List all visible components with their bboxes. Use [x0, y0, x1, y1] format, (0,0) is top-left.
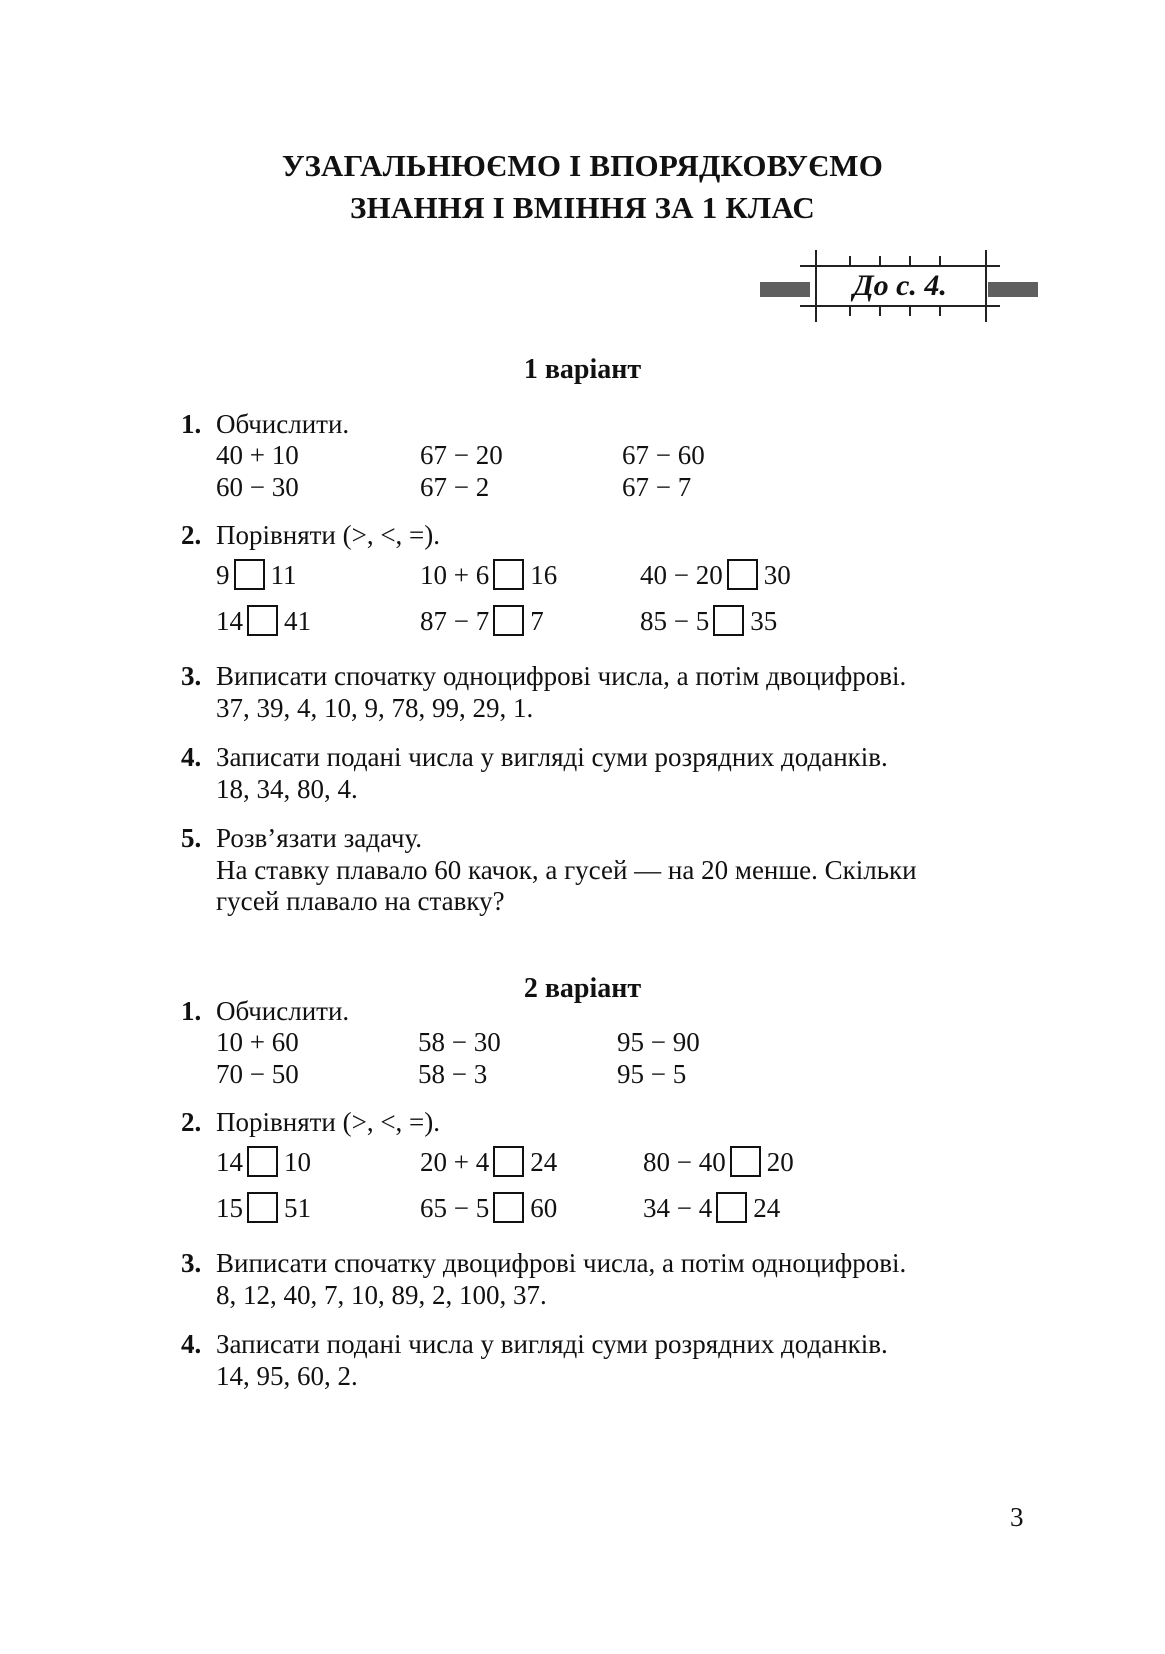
v2-task1-expr: 95 − 90: [617, 1027, 700, 1057]
v2-task1-number: 1.: [181, 996, 202, 1026]
v2-task1-expr: 70 − 50: [216, 1059, 299, 1089]
variant-1-heading: 1 варіант: [523, 354, 642, 385]
v2-task3-number: 3.: [181, 1248, 202, 1278]
comparison-right: 16: [530, 560, 558, 590]
v2-task4-numbers: 14, 95, 60, 2.: [216, 1361, 358, 1391]
v1-task3-number: 3.: [181, 661, 202, 691]
v2-task2-instruction: Порівняти (>, <, =).: [216, 1107, 441, 1137]
comparison-right: 24: [530, 1147, 558, 1177]
comparison-left: 10 + 6: [420, 560, 490, 590]
comparison-right: 41: [284, 606, 311, 636]
answer-box[interactable]: [727, 559, 758, 590]
comparison-right: 20: [766, 1147, 794, 1177]
answer-box[interactable]: [493, 605, 524, 636]
comparison-item: [216, 555, 297, 595]
v1-task1-number: 1.: [181, 409, 202, 439]
comparison-right: 24: [753, 1193, 781, 1223]
comparison-item: [420, 1188, 557, 1228]
v1-task2-instruction: Порівняти (>, <, =).: [216, 520, 441, 550]
v1-task1-expr: 67 − 7: [622, 472, 692, 502]
v2-task1-expr: 10 + 60: [216, 1027, 299, 1057]
answer-box[interactable]: [713, 605, 744, 636]
v2-task3-numbers: 8, 12, 40, 7, 10, 89, 2, 100, 37.: [216, 1280, 547, 1310]
v1-task1-expr: 67 − 2: [420, 472, 490, 502]
comparison-right: 30: [763, 560, 791, 590]
v1-task5-text: Розв’язати задачу.: [216, 823, 423, 853]
v2-task1-expr: 95 − 5: [617, 1059, 687, 1089]
v1-task1-expr: 40 + 10: [216, 440, 299, 470]
comparison-item: [420, 555, 557, 595]
v1-task1-expr: 67 − 20: [420, 440, 503, 470]
comparison-left: 14: [216, 1147, 243, 1177]
answer-box[interactable]: [493, 1192, 524, 1223]
tab-label: До с. 4.: [853, 269, 947, 302]
answer-box[interactable]: [247, 605, 278, 636]
comparison-right: 51: [284, 1193, 311, 1223]
answer-box[interactable]: [234, 559, 265, 590]
answer-box[interactable]: [247, 1192, 278, 1223]
answer-box[interactable]: [247, 1146, 278, 1177]
v2-task3-text: Виписати спочатку двоцифрові числа, а потім одноцифрові.: [216, 1248, 907, 1278]
comparison-item: [643, 1142, 794, 1182]
comparison-right: 35: [750, 606, 778, 636]
v1-task1-expr: 60 − 30: [216, 472, 299, 502]
v1-task5-problem-line-1: На ставку плавало 60 качок, а гусей — на 20 менше. Скільки: [216, 855, 917, 885]
comparison-left: 14: [216, 606, 243, 636]
v1-task4-numbers: 18, 34, 80, 4.: [216, 774, 358, 804]
page-title-line-1: УЗАГАЛЬНЮЄМО І ВПОРЯДКОВУЄМО: [281, 148, 884, 183]
comparison-item: [216, 601, 311, 641]
comparison-left: 85 − 5: [640, 606, 710, 636]
comparison-item: [420, 1142, 557, 1182]
comparison-right: 10: [284, 1147, 311, 1177]
comparison-left: 34 − 4: [643, 1193, 713, 1223]
v1-task1-instruction: Обчислити.: [216, 409, 350, 439]
v1-task5-problem-line-2: гусей плавало на ставку?: [216, 886, 505, 916]
comparison-right: 11: [270, 560, 297, 590]
v2-task2-number: 2.: [181, 1107, 202, 1137]
v1-task3-text: Виписати спочатку одноцифрові числа, а потім двоцифрові.: [216, 661, 907, 691]
v1-task3-numbers: 37, 39, 4, 10, 9, 78, 99, 29, 1.: [216, 693, 534, 723]
comparison-left: 87 − 7: [420, 606, 490, 636]
v1-task5-number: 5.: [181, 823, 202, 853]
comparison-left: 9: [216, 560, 230, 590]
comparison-left: 15: [216, 1193, 243, 1223]
v2-task1-expr: 58 − 3: [418, 1059, 488, 1089]
comparison-item: [216, 1142, 311, 1182]
comparison-item: [643, 1188, 780, 1228]
v2-task1-instruction: Обчислити.: [216, 996, 350, 1026]
v2-task4-number: 4.: [181, 1329, 202, 1359]
answer-box[interactable]: [716, 1192, 747, 1223]
comparison-item: [420, 601, 544, 641]
comparison-left: 80 − 40: [643, 1147, 726, 1177]
v2-task4-text: Записати подані числа у вигляді суми розрядних доданків.: [216, 1329, 888, 1359]
answer-box[interactable]: [730, 1146, 761, 1177]
v1-task4-text: Записати подані числа у вигляді суми розрядних доданків.: [216, 742, 888, 772]
comparison-left: 65 − 5: [420, 1193, 490, 1223]
v1-task2-number: 2.: [181, 520, 202, 550]
comparison-left: 20 + 4: [420, 1147, 490, 1177]
comparison-item: [640, 555, 791, 595]
variant-2-heading: 2 варіант: [523, 973, 642, 1004]
page-title-line-2: ЗНАННЯ І ВМІННЯ ЗА 1 КЛАС: [350, 190, 815, 225]
comparison-item: [640, 601, 777, 641]
comparison-left: 40 − 20: [640, 560, 723, 590]
page-reference-tab: [760, 250, 998, 322]
v2-task1-expr: 58 − 30: [418, 1027, 501, 1057]
v1-task1-expr: 67 − 60: [622, 440, 705, 470]
comparison-right: 60: [530, 1193, 558, 1223]
comparison-right: 7: [530, 606, 544, 636]
answer-box[interactable]: [493, 559, 524, 590]
page-number: 3: [1010, 1502, 1024, 1532]
v1-task4-number: 4.: [181, 742, 202, 772]
comparison-item: [216, 1188, 311, 1228]
answer-box[interactable]: [493, 1146, 524, 1177]
